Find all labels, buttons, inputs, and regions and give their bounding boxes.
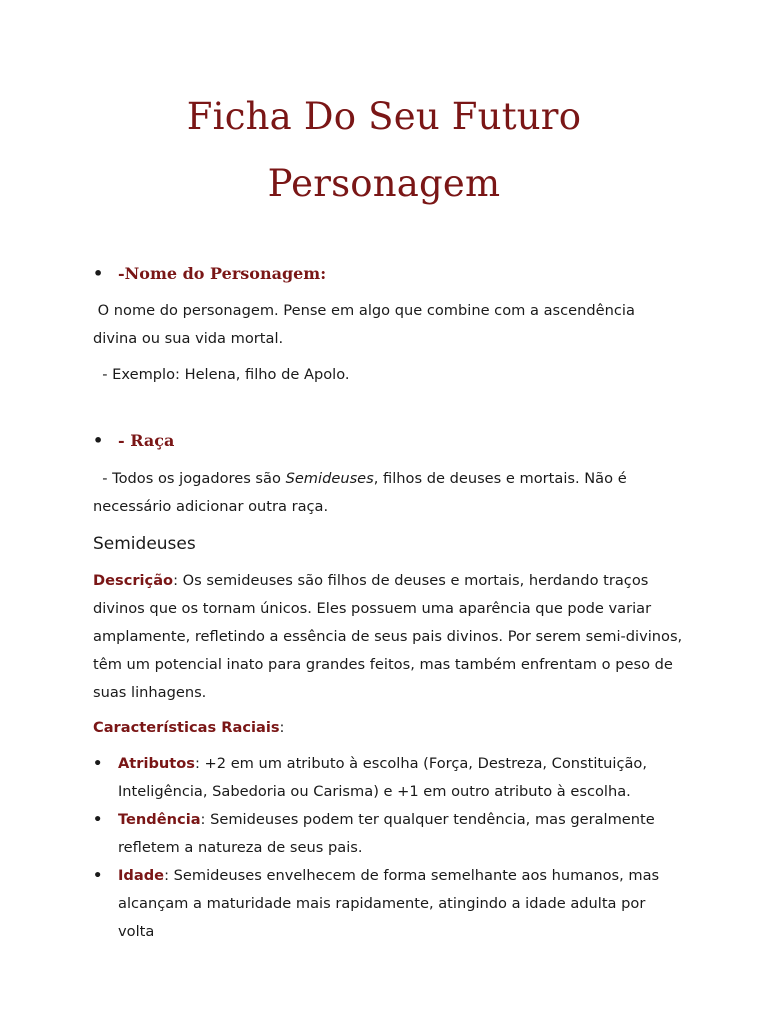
trait-label: Idade — [118, 867, 165, 884]
heading-nome-text: -Nome do Personagem: — [118, 264, 327, 283]
caracteristicas-colon: : — [279, 719, 285, 736]
raca-description — [93, 465, 683, 521]
trait-label: Tendência — [118, 811, 201, 828]
caracteristicas-label: Características Raciais — [93, 719, 280, 736]
descricao-paragraph — [93, 567, 683, 707]
title-line-2: Personagem — [267, 162, 501, 205]
nome-description: O nome do personagem. Pense em algo que combine com a ascendência divina ou sua vida mortal. — [93, 302, 640, 347]
bullet-icon: • — [93, 811, 103, 828]
trait-label: Atributos — [118, 755, 195, 772]
bullet-icon: • — [93, 867, 103, 884]
list-item — [93, 862, 683, 946]
descricao-label: Descrição — [93, 572, 174, 589]
bullet-icon: • — [93, 431, 104, 450]
trait-text: : +2 em um atributo à escolha (Força, Destreza, Constituição, Inteligência, Sabedoria ou Carisma) e +1 em outro atributo à escolha. — [118, 755, 647, 800]
heading-raca — [93, 430, 174, 452]
raca-text-italic: Semideuses — [285, 470, 374, 487]
title-line-1: Ficha Do Seu Futuro — [186, 95, 582, 138]
list-item — [93, 806, 683, 862]
list-item — [93, 750, 683, 806]
descricao-text: : Os semideuses são filhos de deuses e mortais, herdando traços divinos que os tornam únicos. Eles possuem uma aparência que pode variar amplamente, refletindo a essência de seus pais divinos. Por serem semi-divinos, têm um potencial inato para grandes feitos, mas também enfrentam o peso de suas linhagens. — [93, 572, 683, 701]
raca-text-before: - Todos os jogadores são — [93, 470, 286, 487]
bullet-icon: • — [93, 755, 103, 772]
caracteristicas-heading — [93, 714, 683, 742]
trait-text: : Semideuses podem ter qualquer tendência, mas geralmente refletem a natureza de seus pais. — [118, 811, 655, 856]
heading-nome — [93, 263, 326, 285]
trait-text: : Semideuses envelhecem de forma semelhante aos humanos, mas alcançam a maturidade mais rapidamente, atingindo a idade adulta por volta — [118, 867, 660, 940]
raca-text-after: , filhos de deuses e mortais. Não é necessário adicionar outra raça. — [93, 470, 632, 515]
heading-raca-text: - Raça — [118, 431, 175, 450]
bullet-icon: • — [93, 264, 104, 283]
nome-example: - Exemplo: Helena, filho de Apolo. — [93, 366, 350, 383]
traits-list — [93, 750, 683, 946]
section-title-semideuses: Semideuses — [93, 534, 196, 554]
